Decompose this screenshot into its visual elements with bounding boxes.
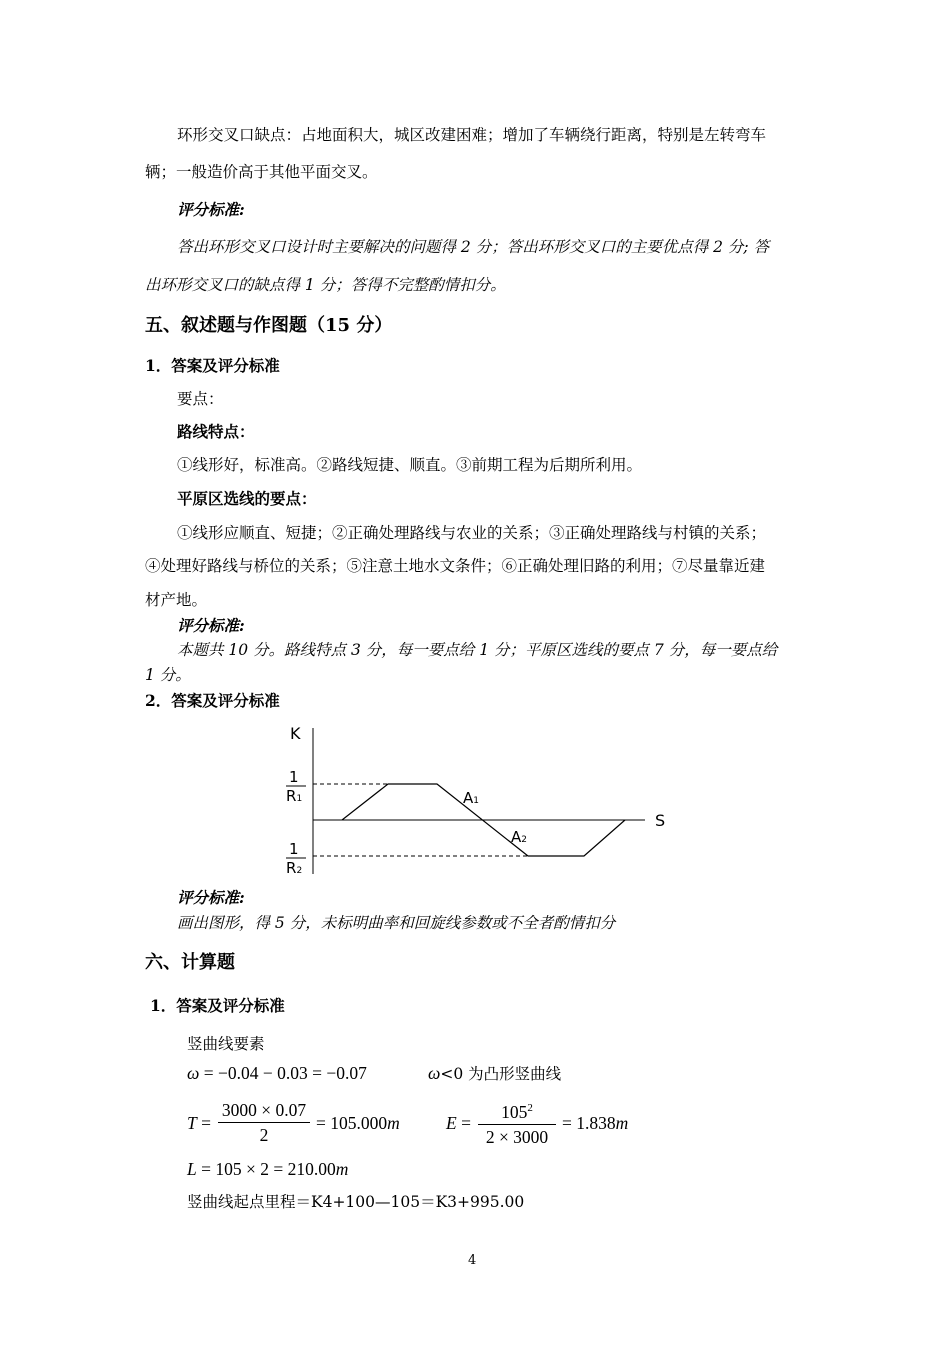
plain-selection-label: 平原区选线的要点： (177, 489, 317, 508)
t-denominator: 2 (259, 1125, 269, 1145)
grading-text: 本题共 10 分。路线特点 3 分，每一要点给 1 分；平原区选线的要点 7 分，每一要点给 (177, 641, 778, 659)
grading-text: 出环形交叉口的缺点得 1 分；答得不完整酌情扣分。 (145, 276, 506, 294)
r1-numerator: 1 (289, 768, 299, 786)
grading-text: 答出环形交叉口设计时主要解决的问题得 2 分；答出环形交叉口的主要优点得 2 分; 答 (177, 238, 770, 256)
omega-note-text: <0 为凸形竖曲线 (440, 1065, 562, 1083)
question-heading: 2．答案及评分标准 (145, 691, 280, 710)
grading-label: 评分标准: (177, 616, 245, 635)
paragraph-line: 辆；一般造价高于其他平面交叉。 (145, 163, 378, 181)
curvature-diagram (280, 718, 680, 880)
e-fraction (478, 1098, 556, 1147)
r2-denominator: R2 (286, 859, 303, 877)
omega-equation (187, 1064, 367, 1082)
plain-selection-text: ④处理好路线与桥位的关系；⑤注意土地水文条件；⑥正确处理旧路的利用；⑦尽量靠近建 (145, 557, 766, 575)
t-formula-lhs: T = (187, 1113, 211, 1133)
s-axis-label: S (655, 811, 666, 830)
a2-label: A2 (511, 828, 527, 846)
t-fraction (218, 1100, 310, 1145)
omega-symbol: ω (187, 1063, 200, 1083)
key-points-label: 要点： (177, 390, 224, 408)
t-result: = 105.000m (316, 1113, 400, 1133)
plain-selection-text: ①线形应顺直、短捷；②正确处理路线与农业的关系；③正确处理路线与村镇的关系； (177, 524, 767, 542)
grading-text: 画出图形，得 5 分，未标明曲率和回旋线参数或不全者酌情扣分 (177, 914, 616, 932)
t-fraction-bar (218, 1122, 310, 1123)
section-title: 五、叙述题与作图题（15 分） (145, 315, 393, 336)
e-symbol: E (446, 1113, 457, 1133)
route-features-text: ①线形好，标准高。②路线短捷、顺直。③前期工程为后期所利用。 (177, 456, 643, 474)
section-title: 六、计算题 (145, 952, 235, 973)
route-features-label: 路线特点： (177, 422, 255, 441)
grading-label: 评分标准: (177, 200, 245, 219)
paragraph-line: 环形交叉口缺点：占地面积大，城区改建困难；增加了车辆绕行距离，特别是左转弯车 (177, 126, 767, 144)
plain-selection-text: 材产地。 (145, 591, 208, 609)
omega-symbol: ω (428, 1063, 441, 1083)
t-numerator: 3000 × 0.07 (221, 1100, 307, 1120)
r2-numerator: 1 (289, 840, 299, 858)
r1-denominator: R1 (286, 787, 303, 805)
grading-label: 评分标准: (177, 888, 245, 907)
e-formula-lhs: E = (446, 1113, 471, 1133)
page-number: 4 (468, 1253, 477, 1268)
question-heading: 1．答案及评分标准 (145, 356, 280, 375)
e-result: = 1.838m (562, 1113, 629, 1133)
k-axis-label: K (290, 724, 301, 743)
e-denominator: 2 × 3000 (485, 1126, 549, 1147)
e-numerator: $105^2$ (501, 1101, 533, 1122)
start-station-text: 竖曲线起点里程＝K4+100—105＝K3+995.00 (187, 1193, 525, 1211)
omega-expression: = −0.04 − 0.03 = −0.07 (199, 1063, 367, 1083)
a1-label: A1 (463, 789, 479, 807)
l-symbol: L (187, 1159, 197, 1179)
grading-text: 1 分。 (145, 666, 191, 684)
vertical-curve-elements-label: 竖曲线要素 (187, 1035, 265, 1053)
question-heading: 1．答案及评分标准 (150, 996, 285, 1015)
l-equation: L = 105 × 2 = 210.00m (187, 1159, 349, 1179)
e-fraction-bar (478, 1124, 556, 1125)
t-symbol: T (187, 1113, 197, 1133)
omega-note (428, 1064, 561, 1083)
